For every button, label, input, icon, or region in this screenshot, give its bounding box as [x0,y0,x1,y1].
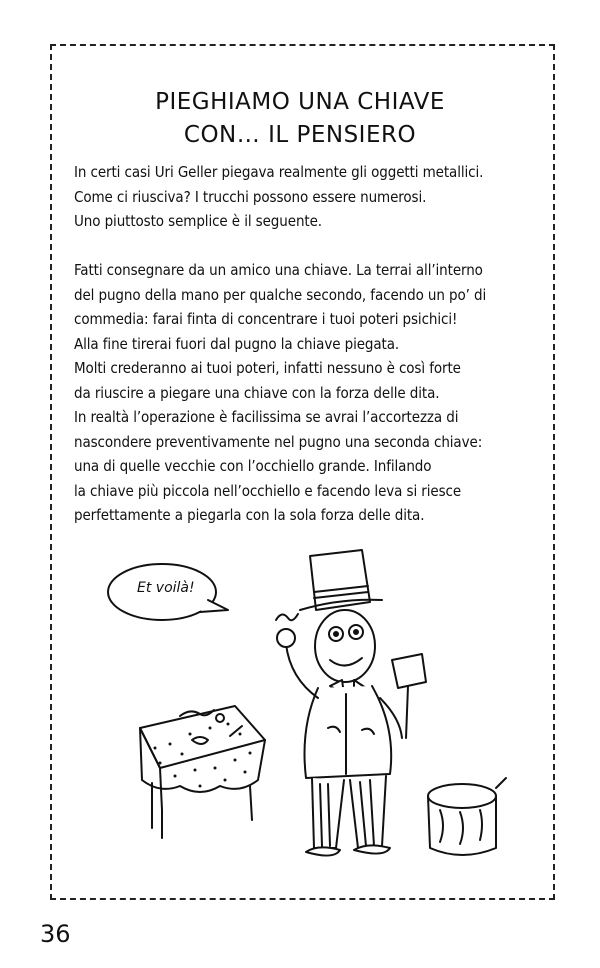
text-line: In certi casi Uri Geller piegava realmente gli oggetti metallici. [74,163,484,181]
text-line: Fatti consegnare da un amico una chiave. La terrai all’interno [74,261,483,279]
magician-illustration [100,548,520,888]
text-line: da riuscire a piegare una chiave con la forza delle dita. [74,383,440,402]
table [140,706,265,838]
text-line: del pugno della mano per qualche secondo, facendo un po’ di [74,285,487,304]
text-line: nascondere preventivamente nel pugno una seconda chiave: [74,432,483,451]
page-title [0,86,600,152]
title-line-2: CON… IL PENSIERO [183,122,417,148]
text-line: Molti crederanno ai tuoi poteri, infatti nessuno è così forte [74,359,461,377]
text-line: perfettamente a piegarla con la sola forza delle dita. [74,506,425,524]
text-line: Come ci riusciva? I trucchi possono essere numerosi. [74,187,427,206]
text-line: la chiave più piccola nell’occhiello e facendo leva si riesce [74,481,462,500]
instructions-paragraph [74,258,544,528]
intro-paragraph [74,160,544,234]
tree-stump [428,778,506,855]
text-line: Alla fine tirerai fuori dal pugno la chiave piegata. [74,334,400,353]
text-line: In realtà l’operazione è facilissima se avrai l’accortezza di [74,408,459,426]
magician [276,550,426,856]
speech-bubble-text: Et voilà! [137,580,195,596]
title-line-1: PIEGHIAMO UNA CHIAVE [155,89,445,115]
text-line: una di quelle vecchie con l’occhiello grande. Infilando [74,457,432,475]
page-number: 36 [40,920,71,948]
text-line: Uno piuttosto semplice è il seguente. [74,212,322,230]
text-line: commedia: farai finta di concentrare i tuoi poteri psichici! [74,310,458,328]
